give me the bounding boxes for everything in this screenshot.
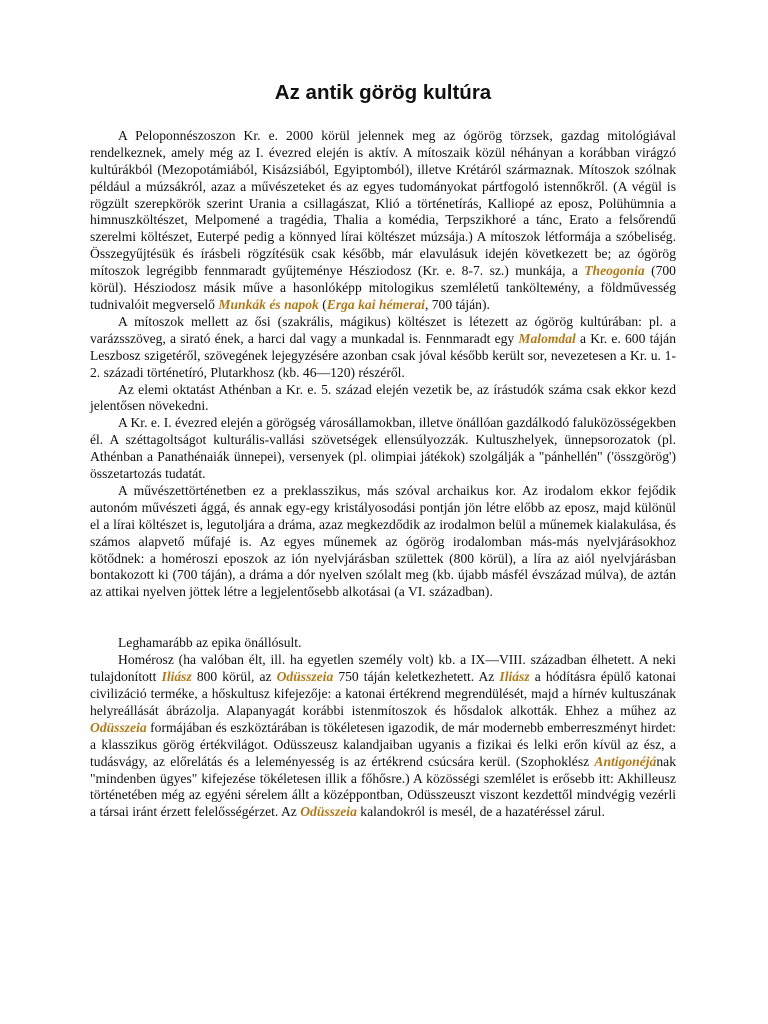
section-gap	[90, 601, 676, 635]
paragraph-text: nak "mindenben ügyes" kifejezése tökéletesen illik a főhősre.) A közösségi szemlélet is erősebb itt: Akhilleusz történetében még az egyéni sérelem állt a középpontban, Odüsszeuszt viszont kezdettől mindvégig vezérli a társai iránt érzett felelősségérzet. Az	[90, 753, 676, 820]
work-title-highlight: Odüsszeia	[276, 669, 334, 685]
paragraph-text: (	[318, 296, 327, 312]
paragraph-text: a hódításra épülő katonai civilizáció terméke, a hőskultusz kifejezője: a katonai értékrend megrendülését, majd a hírnév kultuszának helyreállását ábrázolja. Alapanyagát korábbi istenmítoszok és hősdalok alkották. Ehhez a műhez az	[90, 669, 676, 718]
paragraph-text: 750 táján keletkezhetett. Az	[333, 669, 500, 685]
paragraph-text: a Kr. e. 600 táján Leszbosz szigetéről, szövegének lejegyzésére azonban csak jóval később került sor, nevezetesen a Kr. u. 1-2. századi történetíró, Plutarkhosz (kb. 46—120) részéről.	[90, 330, 676, 380]
paragraph-text: kalandokról is mesél, de a hazatéréssel zárul.	[356, 804, 605, 820]
document-body	[90, 128, 676, 821]
paragraph-text: Az elemi oktatást Athénban a Kr. e. 5. század elején vezetik be, az írástudók száma csak ekkor kezd jelentősen növekedni.	[90, 381, 676, 414]
paragraph	[90, 652, 676, 821]
paragraph	[90, 314, 676, 382]
paragraph-text: (700 körül). Hésziodosz másik műve a hasonlóképp mitologikus szemléletű tankölteмény, a földművesség tudnivalóit megverselő	[90, 263, 676, 312]
paragraph-text: A Peloponnészoszon Kr. e. 2000 körül jelennek meg az ógörög törzsek, gazdag mitológiával rendelkeznek, amely még az I. évezred elején is aktív. A mítoszaik közül néhányan a korábban virágzó kultúrákból (Mezopotámiából, Kisázsiából, Egyiptomból), illetve Krétáról származnak. Mítoszok szólnak például a múzsákról, azaz a művészeteket és az egyes tudományokat pártfogoló istennőkről. (A végül is rögzült szerepkörök szerint Urania a csillagászat, Klió a történetírás, Kalliopé az eposz, Polühümnia a himnuszköltészet, Melpomené a tragédia, Thalia a komédia, Terpszikhoré a tánc, Erato a felsőrendű szerelmi költészet, Euterpé pedig a könnyed lírai költészet múzsája.) A mítoszok létformája a szóbeliség. Összegyűjtésük és írásbeli rögzítésük csak később, már elavulásuk idején következett be; az ógörög mítoszok legrégibb fennmaradt gyűjteménye Hésziodosz (Kr. e. 8-7. sz.) munkája, a	[90, 127, 676, 279]
work-title-highlight: Odüsszeia	[300, 804, 357, 820]
work-title-highlight: Antigonéjá	[594, 753, 657, 769]
paragraph	[90, 415, 676, 483]
work-title-highlight: Odüsszeia	[90, 719, 147, 735]
document-page	[90, 81, 676, 821]
paragraph-text: Homérosz (ha valóban élt, ill. ha egyetlen személy volt) kb. a IX—VIII. században élhetett. A neki tulajdonított	[90, 652, 676, 685]
paragraph	[90, 128, 676, 314]
paragraph-text: Leghamarább az epika önállósult.	[118, 635, 302, 651]
paragraph-text: 800 körül, az	[191, 669, 277, 685]
paragraph	[90, 483, 676, 601]
paragraph-text: A művészettörténetben ez a preklasszikus, más szóval archaikus kor. Az irodalom ekkor fejődik autonóm művészeti ággá, és annak egy-egy kristályosodási pontján jön létre előbb az eposz, majd különül el a lírai költészet is, legutoljára a dráma, azaz megkezdődik az irodalmon belül a műnemek kialakulása, és számos alapvető műfajé is. Az egyes műnemek az ógörög irodalomban más-más nyelvjárásokhoz kötődnek: a homéroszi eposzok az ión nyelvjárásban születtek (800 körül), a líra az aiól nyelvjárásban bontakozott ki (700 táján), a dráma a dór nyelven szólalt meg (kb. újabb másfél évszázad múlva), de aztán az attikai nyelven jöttek létre a legjelentősebb alkotásai (a VI. században).	[90, 482, 676, 600]
paragraph	[90, 382, 676, 416]
paragraph-text: A mítoszok mellett az ősi (szakrális, mágikus) költészet is létezett az ógörög kultúrában: pl. a varázsszöveg, a sirató ének, a harci dal vagy a munkadal is. Fennmaradt egy	[90, 313, 676, 346]
paragraph	[90, 635, 676, 652]
paragraph-text: , 700 táján).	[424, 296, 490, 312]
work-title-highlight: Theogonia	[584, 263, 645, 279]
paragraph-text: A Kr. e. I. évezred elején a görögség városállamokban, illetve önállóan gazdálkodó faluközösségekben él. A széttagoltságot kulturális-vallási szövetségek ellensúlyozzák. Kultuszhelyek, ünnepsorozatok (pl. Athénban a Panathénaiák ünnepei), versenyek (pl. olimpiai játékok) szolgálják a "pánhellén" ('összgörög') összetartozás tudatát.	[90, 415, 676, 482]
paragraph-text: formájában és eszköztárában is tökéletesen igazodik, de már modernebb emberreszményt hirdet: a klasszikus görög értékvilágot. Odüsszeusz kalandjaiban ugyanis a fizikai és lelki erőn kívül az ész, a tudásvágy, az előrelátás és a leleményesség is az értékrend csúcsára kerül. (Szophoklész	[90, 719, 676, 769]
work-title-highlight: Malomdal	[518, 330, 576, 346]
work-title-highlight: Iliász	[499, 669, 530, 685]
work-title-highlight: Iliász	[161, 669, 192, 685]
page-title: Az antik görög kultúra	[274, 81, 492, 104]
work-title-highlight: Munkák és napok	[218, 296, 319, 312]
work-title-highlight: Erga kai hémerai	[326, 296, 425, 312]
